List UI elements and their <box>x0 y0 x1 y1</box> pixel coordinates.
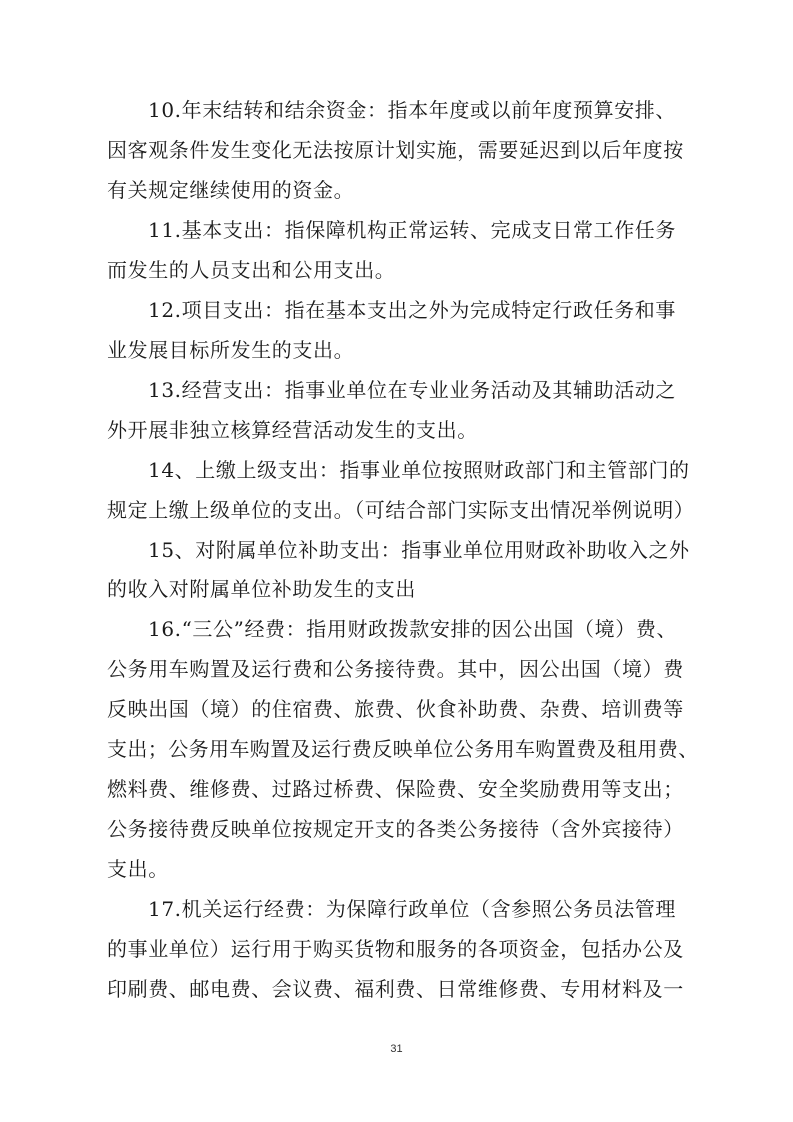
text-line: 12.项目支出：指在基本支出之外为完成特定行政任务和事 <box>148 297 677 322</box>
text-line: 10.年末结转和结余资金：指本年度或以前年度预算安排、 <box>148 98 677 122</box>
text-line: 而发生的人员支出和公用支出。 <box>107 257 396 282</box>
text-line: 印刷费、邮电费、会议费、福利费、日常维修费、专用材料及一 <box>107 977 684 1001</box>
text-line: 规定上缴上级单位的支出。（可结合部门实际支出情况举例说明） <box>107 497 695 522</box>
page-number: 31 <box>390 1043 403 1055</box>
text-line: 因客观条件发生变化无法按原计划实施，需要延迟到以后年度按 <box>107 137 684 162</box>
text-line: 的事业单位）运行用于购买货物和服务的各项资金，包括办公及 <box>107 937 684 962</box>
text-line: 燃料费、维修费、过路过桥费、保险费、安全奖励费用等支出； <box>107 777 684 802</box>
text-line: 业发展目标所发生的支出。 <box>107 337 355 362</box>
text-line: 的收入对附属单位补助发生的支出 <box>107 577 416 602</box>
text-line: 支出。 <box>107 857 169 882</box>
text-line: 15、对附属单位补助支出：指事业单位用财政补助收入之外 <box>148 537 690 562</box>
text-line: 公务接待费反映单位按规定开支的各类公务接待（含外宾接待） <box>107 817 684 842</box>
text-line: 17.机关运行经费：为保障行政单位（含参照公务员法管理 <box>148 897 677 922</box>
text-line: 支出；公务用车购置及运行费反映单位公务用车购置费及租用费、 <box>107 737 699 762</box>
text-line: 有关规定继续使用的资金。 <box>107 177 355 202</box>
text-line: 14、上缴上级支出：指事业单位按照财政部门和主管部门的 <box>148 457 690 482</box>
text-line: 公务用车购置及运行费和公务接待费。其中，因公出国（境）费 <box>107 657 684 682</box>
text-line: 反映出国（境）的住宿费、旅费、伙食补助费、杂费、培训费等 <box>107 697 684 722</box>
text-line: 13.经营支出：指事业单位在专业业务活动及其辅助活动之 <box>148 377 677 402</box>
text-line: 11.基本支出：指保障机构正常运转、完成支日常工作任务 <box>148 217 677 242</box>
text-line: 外开展非独立核算经营活动发生的支出。 <box>107 417 478 442</box>
text-line: 16.“三公”经费：指用财政拨款安排的因公出国（境）费、 <box>148 617 678 642</box>
